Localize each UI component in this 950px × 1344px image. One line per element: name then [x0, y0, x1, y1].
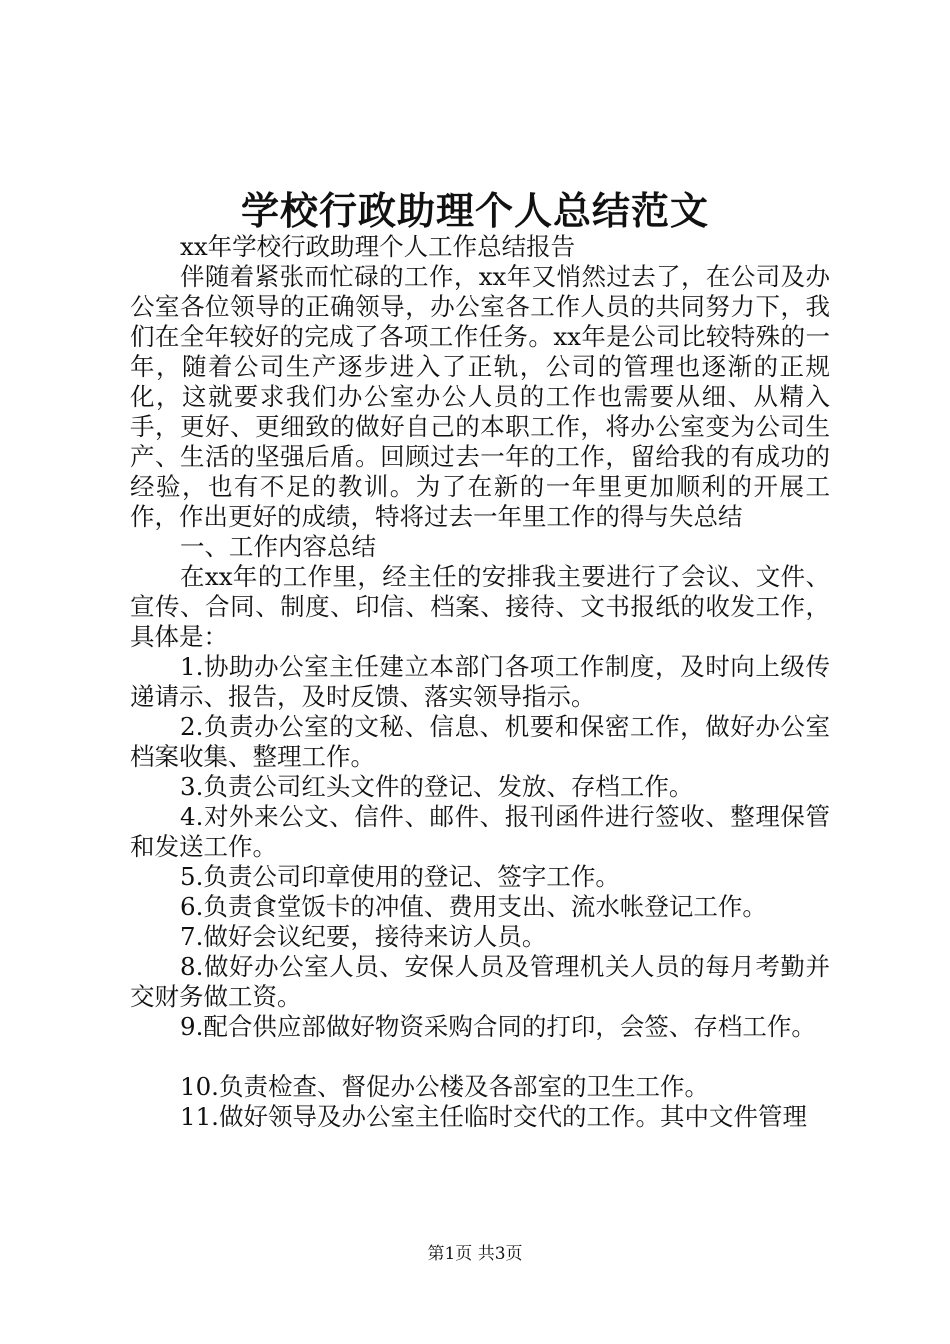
section-heading: 一、工作内容总结 — [180, 532, 376, 561]
list-item: 11.做好领导及办公室主任临时交代的工作。其中文件管理 — [180, 1102, 807, 1131]
list-item: 10.负责检查、督促办公楼及各部室的卫生工作。 — [180, 1072, 709, 1101]
list-item: 3.负责公司红头文件的登记、发放、存档工作。 — [180, 772, 694, 801]
page-footer: 第1页 共3页 — [427, 1244, 523, 1264]
report-heading: xx年学校行政助理个人工作总结报告 — [180, 232, 576, 261]
list-item: 5.负责公司印章使用的登记、签字工作。 — [180, 862, 620, 891]
document-body — [130, 232, 830, 1132]
section-intro-paragraph: 在xx年的工作里，经主任的安排我主要进行了会议、文件、宣传、合同、制度、印信、档案、接待、文书报纸的收发工作，具体是： — [130, 562, 830, 651]
list-item: 7.做好会议纪要，接待来访人员。 — [180, 922, 547, 951]
list-item: 9.配合供应部做好物资采购合同的打印，会签、存档工作。 — [180, 1012, 816, 1041]
list-item: 4.对外来公文、信件、邮件、报刊函件进行签收、整理保管和发送工作。 — [130, 802, 830, 861]
intro-paragraph: 伴随着紧张而忙碌的工作，xx年又悄然过去了，在公司及办公室各位领导的正确领导，办公室各工作人员的共同努力下，我们在全年较好的完成了各项工作任务。xx年是公司比较特殊的一年，随着公司生产逐步进入了正轨，公司的管理也逐渐的正规化，这就要求我们办公室办公人员的工作也需要从细、从精入手，更好、更细致的做好自己的本职工作，将办公室变为公司生产、生活的坚强后盾。回顾过去一年的工作，留给我的有成功的经验，也有不足的教训。为了在新的一年里更加顺利的开展工作，作出更好的成绩，特将过去一年里工作的得与失总结 — [130, 262, 830, 531]
list-item: 8.做好办公室人员、安保人员及管理机关人员的每月考勤并交财务做工资。 — [130, 952, 830, 1011]
list-item: 2.负责办公室的文秘、信息、机要和保密工作，做好办公室档案收集、整理工作。 — [130, 712, 830, 771]
list-item: 6.负责食堂饭卡的冲值、费用支出、流水帐登记工作。 — [180, 892, 767, 921]
document-title: 学校行政助理个人总结范文 — [240, 188, 709, 233]
list-item: 1.协助办公室主任建立本部门各项工作制度，及时向上级传递请示、报告，及时反馈、落实领导指示。 — [130, 652, 830, 711]
